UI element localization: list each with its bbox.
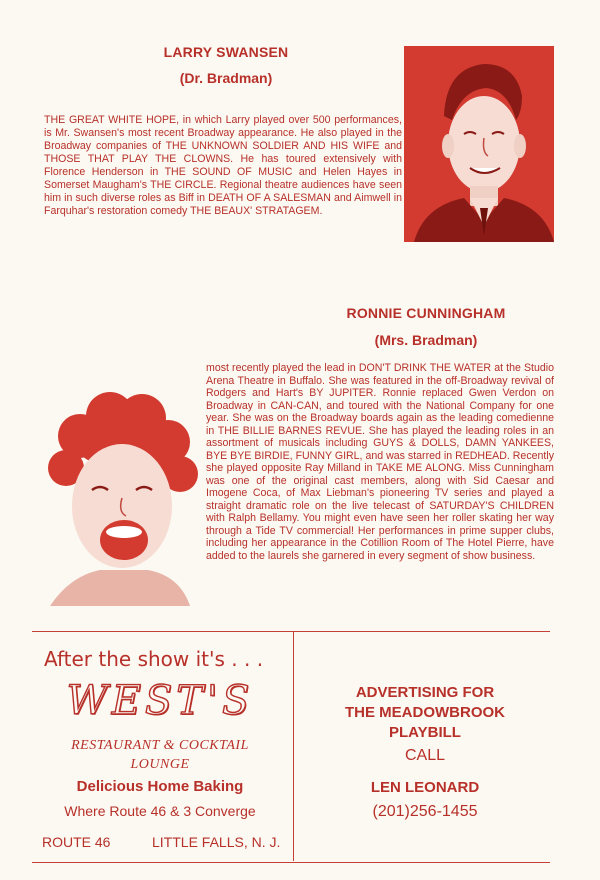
restaurant-line: RESTAURANT & COCKTAIL (71, 738, 249, 753)
larry-role: (Dr. Bradman) (179, 70, 273, 86)
ronnie-name: RONNIE CUNNINGHAM (346, 305, 506, 321)
contact-phone: (201)256-1455 (372, 803, 478, 820)
home-baking: Delicious Home Baking (76, 778, 244, 795)
bottom-divider (32, 862, 550, 863)
lounge-line: LOUNGE (130, 757, 190, 772)
route-46: ROUTE 46 (42, 834, 111, 850)
playbill-line-1: ADVERTISING FOR (355, 684, 495, 701)
middle-divider (293, 631, 294, 861)
ronnie-bio: most recently played the lead in DON'T DRINK THE WATER at the Studio Arena Theatre in Buffalo. She was featured in the off-Broadway revival of Rodgers and Hart's BY JUPITER. Ronnie replaced Gwen Verdon on Broadway in CAN-CAN, and toured with the National Company for one year. She was on the Broadway boards again as the leading comedienne in THE BILLIE BARNES REVUE. She has played the leading roles in an assortment of musicals including GUYS & DOLLS, DAMN YANKEES, BYE BYE BIRDIE, FUNNY GIRL, and was starred in REDHEAD. Recently she played opposite Ray Milland in TAKE ME ALONG. Miss Cunningham was one of the original cast members, along with Sid Caesar and Imogene Coca, of Max Liebman's pioneering TV series and played a straight dramatic role on the live telecast of SATURDAY'S CHILDREN with Ralph Bellamy. You might even have seen her roller skating her way through a Tide TV commercial! Her performances in prime supper clubs, including her appearance in the Cotillion Room of The Hotel Pierre, have added to the laurels she garnered in every segment of show business. (206, 362, 554, 562)
ronnie-role: (Mrs. Bradman) (374, 332, 478, 348)
playbill-line-2: THE MEADOWBROOK (345, 704, 505, 721)
playbill-line-3: PLAYBILL (389, 724, 461, 741)
after-show-text: After the show it's . . . (44, 647, 264, 671)
larry-name: LARRY SWANSEN (163, 44, 289, 60)
top-divider (32, 631, 550, 632)
call-label: CALL (404, 747, 446, 764)
wests-logo: WEST'S (66, 678, 254, 724)
ronnie-photo (40, 386, 200, 606)
where-converge: Where Route 46 & 3 Converge (64, 803, 256, 819)
little-falls: LITTLE FALLS, N. J. (152, 834, 281, 850)
larry-bio: THE GREAT WHITE HOPE, in which Larry played over 500 performances, is Mr. Swansen's most recent Broadway appearance. He also played in the Broadway companies of THE UNKNOWN SOLDIER AND HIS WIFE and THOSE THAT PLAY THE CLOWNS. He has toured extensively with Florence Henderson in THE SOUND OF MUSIC and Helen Hayes in Somerset Maugham's THE CIRCLE. Regional theatre audiences have seen him in such diverse roles as Biff in DEATH OF A SALESMAN and Aimwell in Farquhar's restoration comedy THE BEAUX' STRATAGEM. (44, 114, 402, 217)
contact-name: LEN LEONARD (370, 779, 480, 796)
larry-photo (404, 46, 554, 242)
